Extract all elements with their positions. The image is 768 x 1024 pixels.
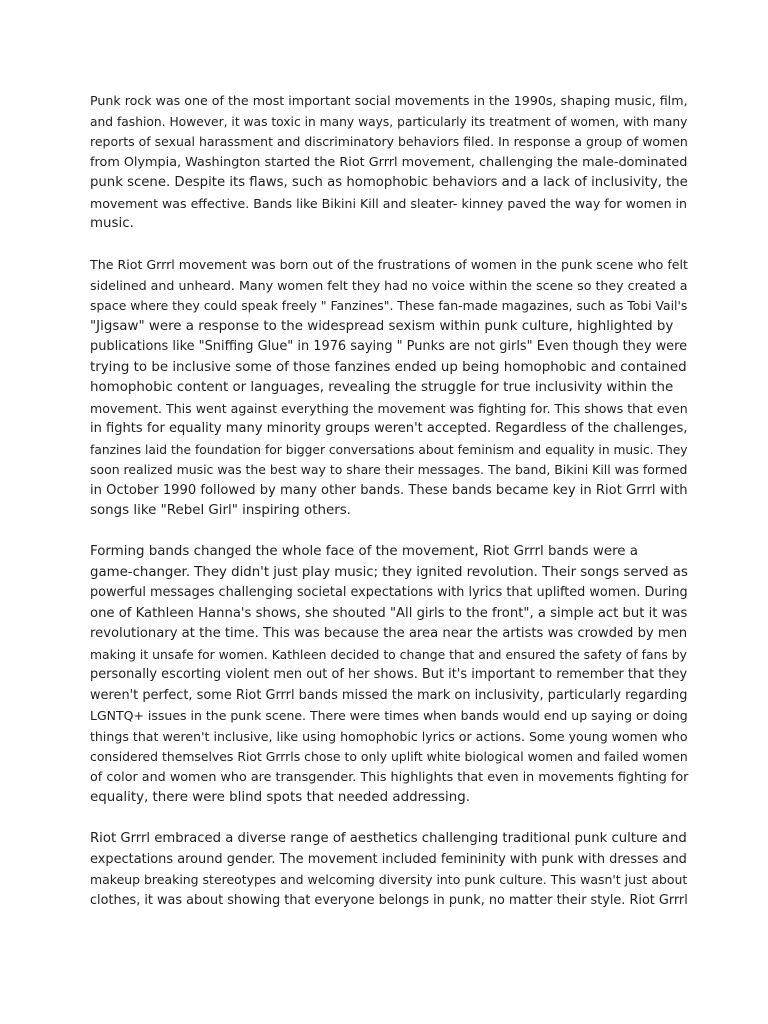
paragraph-aesthetics <box>90 829 690 911</box>
text-line: trying to be inclusive some of those fanzines ended up being homophobic and contained <box>90 359 687 375</box>
text-line: LGNTQ+ issues in the punk scene. There were times when bands would end up saying or doing <box>90 708 688 723</box>
text-line: game-changer. They didn't just play music; they ignited revolution. Their songs served as <box>90 564 688 580</box>
text-line: fanzines laid the foundation for bigger conversations about feminism and equality in music. They <box>90 442 688 457</box>
text-line: space where they could speak freely " Fanzines". These fan-made magazines, such as Tobi Vail's <box>90 298 688 313</box>
paragraph-intro <box>90 91 690 235</box>
text-line: expectations around gender. The movement included femininity with punk with dresses and <box>90 851 687 867</box>
text-line: in fights for equality many minority groups weren't accepted. Regardless of the challenges, <box>90 421 688 436</box>
text-line: revolutionary at the time. This was because the area near the artists was crowded by men <box>90 626 688 641</box>
text-line: punk scene. Despite its flaws, such as homophobic behaviors and a lack of inclusivity, the <box>90 175 688 190</box>
text-line: of color and women who are transgender. This highlights that even in movements fighting for <box>90 769 689 785</box>
text-line: weren't perfect, some Riot Grrrl bands missed the mark on inclusivity, particularly regarding <box>90 687 688 703</box>
text-line: one of Kathleen Hanna's shows, she shouted "All girls to the front", a simple act but it was <box>90 605 688 621</box>
text-line: music. <box>90 216 134 231</box>
text-line: personally escorting violent men out of her shows. But it's important to remember that they <box>90 667 688 682</box>
text-line: making it unsafe for women. Kathleen decided to change that and ensured the safety of fans by <box>90 646 687 662</box>
text-line: Punk rock was one of the most important social movements in the 1990s, shaping music, film, <box>90 93 688 108</box>
text-line: makeup breaking stereotypes and welcoming diversity into punk culture. This wasn't just about <box>90 872 688 887</box>
paragraph-bands <box>90 542 690 809</box>
text-line: homophobic content or languages, revealing the struggle for true inclusivity within the <box>90 380 674 395</box>
text-line: powerful messages challenging societal expectations with lyrics that uplifted women. During <box>90 585 688 600</box>
text-line: clothes, it was about showing that everyone belongs in punk, no matter their style. Riot Grrrl <box>90 892 688 908</box>
text-line: Riot Grrrl embraced a diverse range of aesthetics challenging traditional punk culture and <box>90 831 687 846</box>
text-line: in October 1990 followed by many other bands. These bands became key in Riot Grrrl with <box>90 482 688 498</box>
text-line: songs like "Rebel Girl" inspiring others. <box>90 503 351 518</box>
text-line: movement. This went against everything the movement was fighting for. This shows that even <box>90 400 688 416</box>
paragraph-fanzines <box>90 255 690 522</box>
text-line: soon realized music was the best way to share their messages. The band, Bikini Kill was formed <box>90 462 688 477</box>
text-line: movement was effective. Bands like Bikini Kill and sleater- kinney paved the way for women in <box>90 195 688 211</box>
text-line: sidelined and unheard. Many women felt they had no voice within the scene so they created a <box>90 277 688 293</box>
text-line: reports of sexual harassment and discriminatory behaviors filed. In response a group of women <box>90 134 688 149</box>
text-line: "Jigsaw" were a response to the widespread sexism within punk culture, highlighted by <box>90 318 674 334</box>
text-line: from Olympia, Washington started the Riot Grrrl movement, challenging the male-dominated <box>90 154 688 170</box>
text-line: publications like "Sniffing Glue" in 1976 saying " Punks are not girls" Even though they were <box>90 339 688 354</box>
text-line: considered themselves Riot Grrrls chose to only uplift white biological women and failed women <box>90 749 688 764</box>
text-line: The Riot Grrrl movement was born out of the frustrations of women in the punk scene who felt <box>90 257 688 272</box>
text-line: Forming bands changed the whole face of the movement, Riot Grrrl bands were a <box>90 544 638 559</box>
text-line: equality, there were blind spots that needed addressing. <box>90 790 470 805</box>
text-line: things that weren't inclusive, like using homophobic lyrics or actions. Some young women who <box>90 728 688 744</box>
document-body <box>90 91 690 932</box>
text-line: and fashion. However, it was toxic in many ways, particularly its treatment of women, with many <box>90 114 688 129</box>
